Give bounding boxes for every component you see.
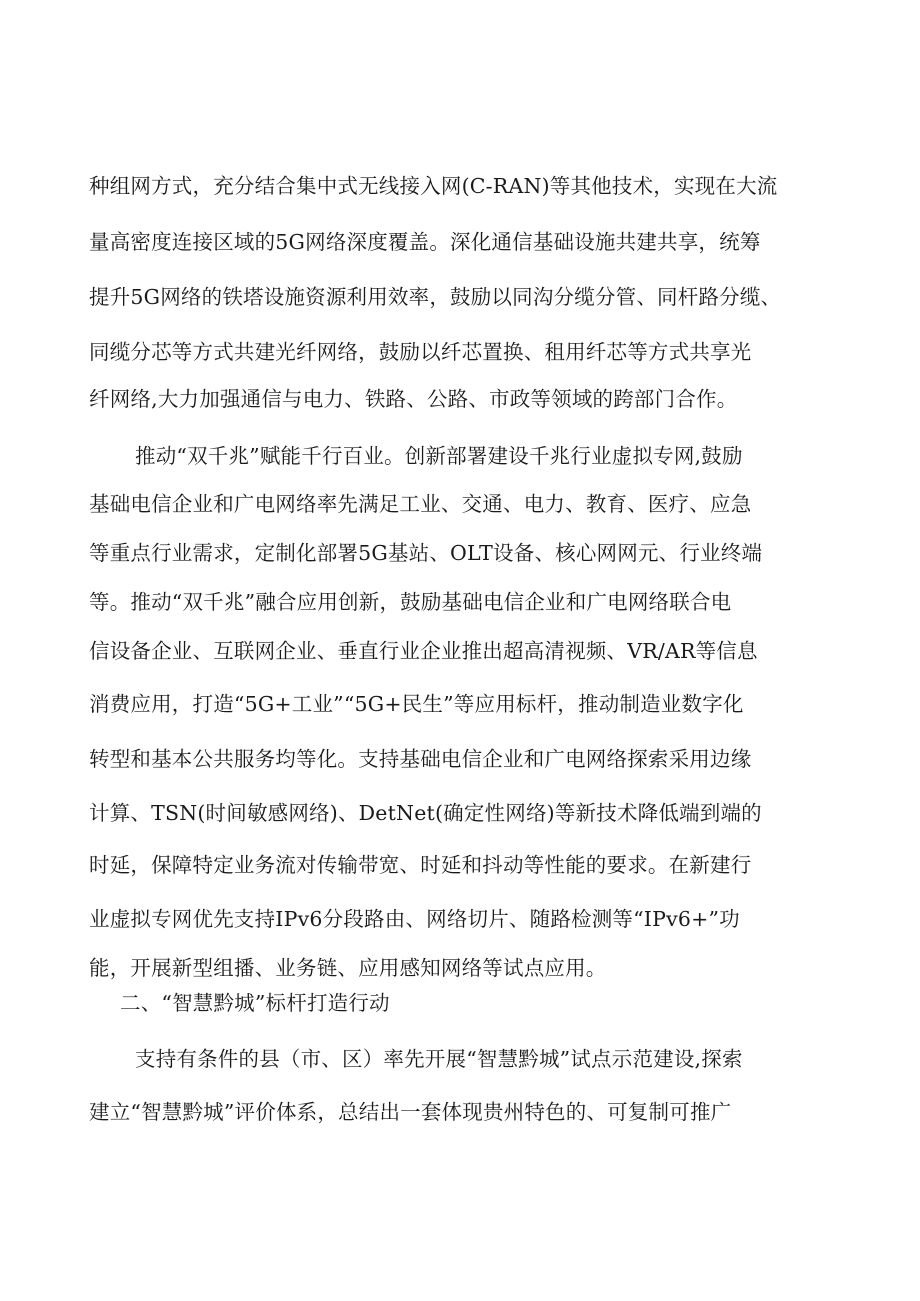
paragraph-2-line-11: 能，开展新型组播、业务链、应用感知网络等试点应用。 (89, 956, 607, 980)
paragraph-2-line-10: 业虚拟专网优先支持IPv6分段路由、网络切片、随路检测等“IPv6+”功 (89, 907, 740, 931)
paragraph-1-line-2: 量高密度连接区域的5G网络深度覆盖。深化通信基础设施共建共享，统筹 (89, 230, 761, 254)
paragraph-1-line-4: 同缆分芯等方式共建光纤网络，鼓励以纤芯置换、租用纤芯等方式共享光 (89, 340, 752, 364)
paragraph-2-line-5: 信设备企业、互联网企业、垂直行业企业推出超高清视频、VR/AR等信息 (89, 639, 758, 663)
paragraph-2-line-2: 基础电信企业和广电网络率先满足工业、交通、电力、教育、医疗、应急 (89, 492, 752, 516)
paragraph-3-line-1: 支持有条件的县（市、区）率先开展“智慧黔城”试点示范建设,探索 (135, 1047, 743, 1071)
paragraph-1-line-3: 提升5G网络的铁塔设施资源利用效率，鼓励以同沟分缆分管、同杆路分缆、 (89, 285, 782, 309)
paragraph-2-line-7: 转型和基本公共服务均等化。支持基础电信企业和广电网络探索采用边缘 (89, 747, 752, 771)
section-heading: 二、“智慧黔城”标杆打造行动 (120, 991, 390, 1015)
paragraph-3-line-2: 建立“智慧黔城”评价体系，总结出一套体现贵州特色的、可复制可推广 (89, 1100, 732, 1124)
paragraph-2-line-6: 消费应用，打造“5G+工业”“5G+民生”等应用标杆，推动制造业数字化 (89, 692, 744, 716)
paragraph-2-line-9: 时延，保障特定业务流对传输带宽、时延和抖动等性能的要求。在新建行 (89, 853, 752, 877)
paragraph-2-line-4: 等。推动“双千兆”融合应用创新，鼓励基础电信企业和广电网络联合电 (89, 590, 732, 614)
paragraph-1-line-5: 纤网络,大力加强通信与电力、铁路、公路、市政等领域的跨部门合作。 (89, 387, 738, 411)
paragraph-2-line-8: 计算、TSN(时间敏感网络)、DetNet(确定性网络)等新技术降低端到端的 (89, 801, 762, 825)
paragraph-2-line-1: 推动“双千兆”赋能千行百业。创新部署建设千兆行业虚拟专网,鼓励 (135, 444, 743, 468)
paragraph-1-line-1: 种组网方式，充分结合集中式无线接入网(C-RAN)等其他技术，实现在大流 (89, 174, 778, 198)
paragraph-2-line-3: 等重点行业需求，定制化部署5G基站、OLT设备、核心网网元、行业终端 (89, 541, 763, 565)
